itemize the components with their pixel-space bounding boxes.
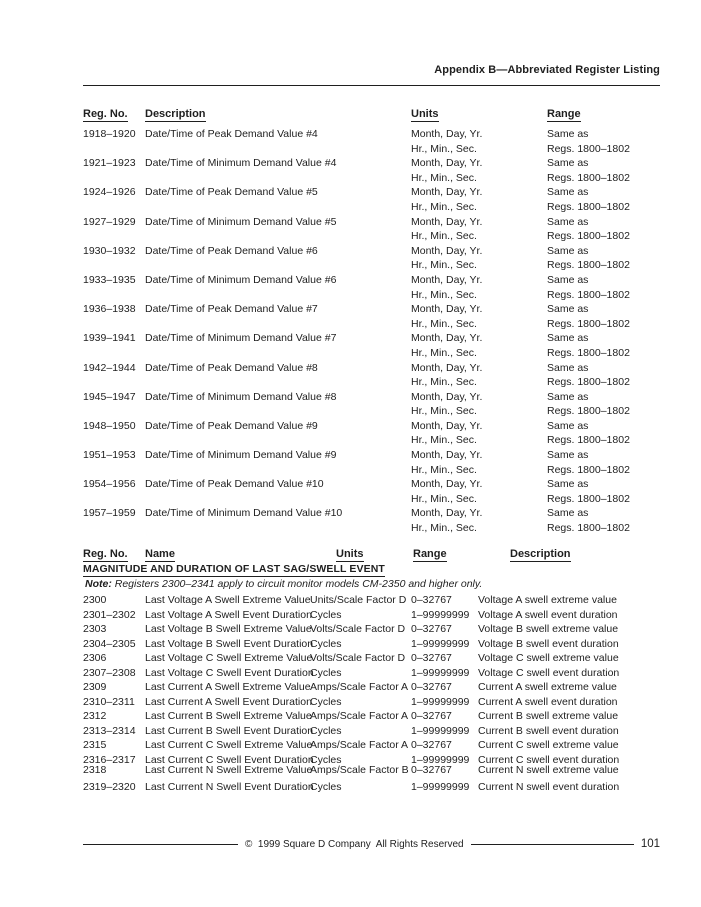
register-description: Date/Time of Peak Demand Value #5: [145, 186, 318, 199]
register-range: [547, 273, 630, 302]
range-line-2: Regs. 1800–1802: [547, 522, 630, 535]
units-line-1: Month, Day, Yr.: [411, 215, 483, 228]
footer-rule-left: [83, 844, 238, 845]
register-range: [547, 127, 630, 156]
units-line-1: Month, Day, Yr.: [411, 244, 483, 257]
range-line-1: Same as: [547, 332, 589, 345]
register-range: [547, 302, 630, 331]
demand-table-row: [83, 273, 660, 302]
units-line-1: Month, Day, Yr.: [411, 128, 483, 140]
register-number: 1942–1944: [83, 361, 136, 374]
register-number: 2303: [83, 623, 107, 636]
page-number: 101: [640, 838, 660, 850]
register-units: Cycles: [310, 695, 342, 708]
register-units: [411, 273, 482, 302]
register-number: 1954–1956: [83, 478, 136, 491]
register-name: Last Voltage B Swell Extreme Value: [145, 623, 312, 636]
range-line-2: Regs. 1800–1802: [547, 288, 630, 301]
register-units: Cycles: [310, 754, 342, 767]
register-range: 1–99999999: [411, 666, 470, 679]
register-description: Voltage B swell event duration: [478, 637, 619, 650]
sag-swell-table-row: [83, 667, 660, 682]
register-range: [547, 419, 630, 448]
register-units: [411, 506, 482, 535]
register-range: 0–32767: [411, 739, 452, 752]
register-description: Date/Time of Peak Demand Value #6: [145, 244, 318, 257]
register-number: 2301–2302: [83, 608, 136, 621]
register-units: Units/Scale Factor D: [310, 594, 407, 606]
register-description: Current A swell extreme value: [478, 681, 617, 694]
demand-table-row: [83, 127, 660, 156]
register-units: [411, 156, 482, 185]
range-line-2: Regs. 1800–1802: [547, 171, 630, 184]
units-line-2: Hr., Min., Sec.: [411, 346, 477, 359]
register-number: 1933–1935: [83, 273, 136, 286]
register-range: 1–99999999: [411, 724, 470, 737]
range-line-2: Regs. 1800–1802: [547, 463, 630, 476]
register-range: 0–32767: [411, 594, 452, 606]
range-line-1: Same as: [547, 449, 589, 462]
range-line-2: Regs. 1800–1802: [547, 434, 630, 447]
units-line-1: Month, Day, Yr.: [411, 507, 483, 520]
register-range: [547, 448, 630, 477]
register-range: [547, 390, 630, 419]
register-name: Last Current N Swell Extreme Value: [145, 763, 313, 776]
register-range: 1–99999999: [411, 780, 470, 793]
register-description: Voltage B swell extreme value: [478, 623, 619, 636]
register-range: [547, 477, 630, 506]
range-line-1: Same as: [547, 478, 589, 491]
register-units: [411, 185, 482, 214]
units-line-1: Month, Day, Yr.: [411, 303, 483, 316]
register-range: 0–32767: [411, 763, 452, 776]
register-range: [547, 361, 630, 390]
register-description: Date/Time of Peak Demand Value #7: [145, 303, 318, 316]
note: [85, 578, 482, 590]
range-line-1: Same as: [547, 128, 589, 140]
range-line-1: Same as: [547, 361, 589, 374]
sag-swell-table-row: [83, 739, 660, 754]
register-range: 0–32767: [411, 652, 452, 665]
register-units: [411, 302, 482, 331]
register-number: 2310–2311: [83, 695, 135, 708]
register-range: 1–99999999: [411, 754, 470, 767]
range-line-1: Same as: [547, 215, 589, 228]
register-description: Date/Time of Minimum Demand Value #5: [145, 215, 337, 228]
note-text: Registers 2300–2341 apply to circuit monitor models CM-2350 and higher only.: [111, 578, 483, 590]
sag-swell-table-row: [83, 609, 660, 624]
demand-table-row: [83, 390, 660, 419]
register-name: Last Current B Swell Event Duration: [145, 724, 314, 737]
register-units: Amps/Scale Factor A: [310, 710, 409, 723]
register-description: Voltage C swell extreme value: [478, 652, 619, 665]
register-units: [411, 448, 482, 477]
register-range: [547, 215, 630, 244]
register-units: [411, 361, 482, 390]
header-rule: [83, 85, 660, 86]
range-line-2: Regs. 1800–1802: [547, 259, 630, 272]
demand-table-row: [83, 331, 660, 360]
units-line-2: Hr., Min., Sec.: [411, 200, 477, 213]
sag-swell-col-header-description: Description: [510, 548, 571, 560]
range-line-1: Same as: [547, 244, 589, 257]
register-number: 2313–2314: [83, 724, 136, 737]
units-line-1: Month, Day, Yr.: [411, 157, 483, 170]
register-units: [411, 390, 482, 419]
register-number: 2307–2308: [83, 666, 136, 679]
units-line-2: Hr., Min., Sec.: [411, 405, 477, 418]
register-units: [411, 244, 482, 273]
register-number: 2319–2320: [83, 780, 136, 793]
register-name: Last Voltage A Swell Event Duration: [145, 608, 312, 621]
section-title: [83, 563, 385, 577]
sag-swell-table-row: [83, 764, 660, 781]
demand-table-row: [83, 419, 660, 448]
units-line-1: Month, Day, Yr.: [411, 186, 483, 199]
register-units: Cycles: [310, 608, 342, 621]
units-line-1: Month, Day, Yr.: [411, 449, 483, 462]
register-description: Current B swell extreme value: [478, 710, 619, 723]
register-range: [547, 506, 630, 535]
register-description: Date/Time of Minimum Demand Value #6: [145, 273, 337, 286]
sag-swell-table-row: [83, 710, 660, 725]
register-description: Date/Time of Minimum Demand Value #4: [145, 157, 337, 170]
range-line-1: Same as: [547, 419, 589, 432]
register-description: Date/Time of Peak Demand Value #9: [145, 419, 318, 432]
units-line-1: Month, Day, Yr.: [411, 390, 483, 403]
demand-table-row: [83, 215, 660, 244]
register-range: [547, 156, 630, 185]
register-number: 2315: [83, 739, 107, 752]
register-range: [547, 244, 630, 273]
register-units: Amps/Scale Factor B: [310, 763, 409, 776]
register-name: Last Current C Swell Event Duration: [145, 754, 314, 767]
demand-table-row: [83, 302, 660, 331]
register-description: Date/Time of Peak Demand Value #10: [145, 478, 324, 491]
register-description: Current C swell event duration: [478, 754, 620, 767]
range-line-1: Same as: [547, 303, 589, 316]
register-range: 1–99999999: [411, 695, 470, 708]
register-units: Amps/Scale Factor A: [310, 739, 409, 752]
register-description: Date/Time of Peak Demand Value #8: [145, 361, 318, 374]
range-line-1: Same as: [547, 186, 589, 199]
register-range: 1–99999999: [411, 637, 470, 650]
register-number: 1936–1938: [83, 303, 136, 316]
register-name: Last Voltage B Swell Event Duration: [145, 637, 314, 650]
range-line-2: Regs. 1800–1802: [547, 492, 630, 505]
register-range: 0–32767: [411, 623, 452, 636]
register-units: [411, 477, 482, 506]
units-line-1: Month, Day, Yr.: [411, 332, 483, 345]
copyright-text: © 1999 Square D Company All Rights Reserved: [245, 838, 464, 850]
range-line-2: Regs. 1800–1802: [547, 405, 630, 418]
register-name: Last Current C Swell Extreme Value: [145, 739, 313, 752]
demand-table-row: [83, 477, 660, 506]
register-description: Voltage C swell event duration: [478, 666, 620, 679]
units-line-1: Month, Day, Yr.: [411, 273, 483, 286]
register-number: 1957–1959: [83, 507, 136, 520]
register-number: 1951–1953: [83, 449, 136, 462]
sag-swell-table-row: [83, 594, 660, 609]
units-line-2: Hr., Min., Sec.: [411, 434, 477, 447]
units-line-2: Hr., Min., Sec.: [411, 376, 477, 389]
units-line-2: Hr., Min., Sec.: [411, 492, 477, 505]
register-description: Date/Time of Peak Demand Value #4: [145, 128, 318, 140]
section-title-text: MAGNITUDE AND DURATION OF LAST SAG/SWELL EVENT: [83, 563, 385, 575]
register-number: 1924–1926: [83, 186, 136, 199]
register-units: [411, 331, 482, 360]
register-range: 1–99999999: [411, 608, 470, 621]
register-description: Date/Time of Minimum Demand Value #9: [145, 449, 337, 462]
register-number: 1918–1920: [83, 128, 136, 140]
footer-rule-right: [471, 844, 634, 845]
register-units: Cycles: [310, 637, 342, 650]
units-line-2: Hr., Min., Sec.: [411, 259, 477, 272]
register-units: Cycles: [310, 780, 342, 793]
units-line-1: Month, Day, Yr.: [411, 478, 483, 491]
register-name: Last Current A Swell Event Duration: [145, 695, 312, 708]
register-description: Current A swell event duration: [478, 695, 618, 708]
register-number: 1927–1929: [83, 215, 136, 228]
range-line-1: Same as: [547, 507, 589, 520]
register-range: 0–32767: [411, 710, 452, 723]
register-name: Last Current A Swell Extreme Value: [145, 681, 311, 694]
demand-table-row: [83, 448, 660, 477]
units-line-2: Hr., Min., Sec.: [411, 317, 477, 330]
units-line-2: Hr., Min., Sec.: [411, 142, 477, 155]
demand-table-row: [83, 361, 660, 390]
demand-col-header-units: Units: [411, 108, 439, 120]
units-line-2: Hr., Min., Sec.: [411, 288, 477, 301]
register-units: Volts/Scale Factor D: [310, 623, 406, 636]
register-description: Current N swell extreme value: [478, 763, 619, 776]
sag-swell-col-header-name: Name: [145, 548, 175, 560]
register-number: 2316–2317: [83, 754, 136, 767]
register-number: 1921–1923: [83, 157, 136, 170]
register-units: Amps/Scale Factor A: [310, 681, 409, 694]
sag-swell-col-header-units: Units: [336, 548, 364, 560]
register-units: Cycles: [310, 666, 342, 679]
register-units: Volts/Scale Factor D: [310, 652, 406, 665]
demand-table-header-row: [83, 108, 660, 126]
register-name: Last Current N Swell Event Duration: [145, 780, 314, 793]
register-name: Last Voltage A Swell Extreme Value: [145, 594, 311, 606]
register-number: 1945–1947: [83, 390, 136, 403]
demand-table-row: [83, 156, 660, 185]
page-footer: [83, 838, 660, 850]
range-line-1: Same as: [547, 273, 589, 286]
register-description: Date/Time of Minimum Demand Value #7: [145, 332, 337, 345]
sag-swell-table-row: [83, 754, 660, 767]
range-line-2: Regs. 1800–1802: [547, 346, 630, 359]
register-number: 2309: [83, 681, 107, 694]
register-description: Voltage A swell extreme value: [478, 594, 617, 606]
sag-swell-col-header-range: Range: [413, 548, 447, 560]
register-description: Current B swell event duration: [478, 724, 619, 737]
sag-swell-table-row: [83, 623, 660, 638]
register-units: [411, 215, 482, 244]
demand-col-header-description: Description: [145, 108, 206, 120]
units-line-2: Hr., Min., Sec.: [411, 230, 477, 243]
sag-swell-col-header-reg: Reg. No.: [83, 548, 128, 560]
range-line-1: Same as: [547, 390, 589, 403]
register-name: Last Voltage C Swell Event Duration: [145, 666, 314, 679]
range-line-2: Regs. 1800–1802: [547, 200, 630, 213]
note-label: Note:: [85, 578, 112, 590]
units-line-1: Month, Day, Yr.: [411, 361, 483, 374]
register-description: Date/Time of Minimum Demand Value #10: [145, 507, 343, 520]
units-line-2: Hr., Min., Sec.: [411, 171, 477, 184]
register-description: Current C swell extreme value: [478, 739, 619, 752]
register-number: 2312: [83, 710, 107, 723]
demand-col-header-reg: Reg. No.: [83, 108, 128, 120]
sag-swell-table-row: [83, 781, 660, 796]
register-units: [411, 419, 482, 448]
sag-swell-table-row: [83, 681, 660, 696]
range-line-2: Regs. 1800–1802: [547, 317, 630, 330]
register-name: Last Current B Swell Extreme Value: [145, 710, 312, 723]
demand-table-body: [83, 127, 660, 536]
range-line-2: Regs. 1800–1802: [547, 230, 630, 243]
register-number: 2306: [83, 652, 107, 665]
register-number: 2318: [83, 763, 107, 776]
sag-swell-table-row: [83, 638, 660, 653]
register-number: 2304–2305: [83, 637, 136, 650]
demand-table-row: [83, 506, 660, 535]
appendix-title: Appendix B—Abbreviated Register Listing: [434, 64, 660, 76]
register-number: 1930–1932: [83, 244, 136, 257]
units-line-1: Month, Day, Yr.: [411, 419, 483, 432]
sag-swell-table-row: [83, 652, 660, 667]
range-line-2: Regs. 1800–1802: [547, 376, 630, 389]
demand-col-header-range: Range: [547, 108, 581, 120]
register-range: 0–32767: [411, 681, 452, 694]
register-units: [411, 127, 482, 156]
register-number: 2300: [83, 594, 107, 606]
register-description: Date/Time of Minimum Demand Value #8: [145, 390, 337, 403]
register-description: Current N swell event duration: [478, 780, 620, 793]
register-number: 1939–1941: [83, 332, 136, 345]
register-description: Voltage A swell event duration: [478, 608, 618, 621]
demand-table-row: [83, 185, 660, 214]
demand-table-row: [83, 244, 660, 273]
register-range: [547, 185, 630, 214]
units-line-2: Hr., Min., Sec.: [411, 522, 477, 535]
register-name: Last Voltage C Swell Extreme Value: [145, 652, 313, 665]
sag-swell-table-row: [83, 725, 660, 740]
register-units: Cycles: [310, 724, 342, 737]
register-number: 1948–1950: [83, 419, 136, 432]
register-range: [547, 331, 630, 360]
sag-swell-table-row: [83, 696, 660, 711]
range-line-1: Same as: [547, 157, 589, 170]
units-line-2: Hr., Min., Sec.: [411, 463, 477, 476]
range-line-2: Regs. 1800–1802: [547, 142, 630, 155]
sag-swell-table-body: [83, 594, 660, 795]
